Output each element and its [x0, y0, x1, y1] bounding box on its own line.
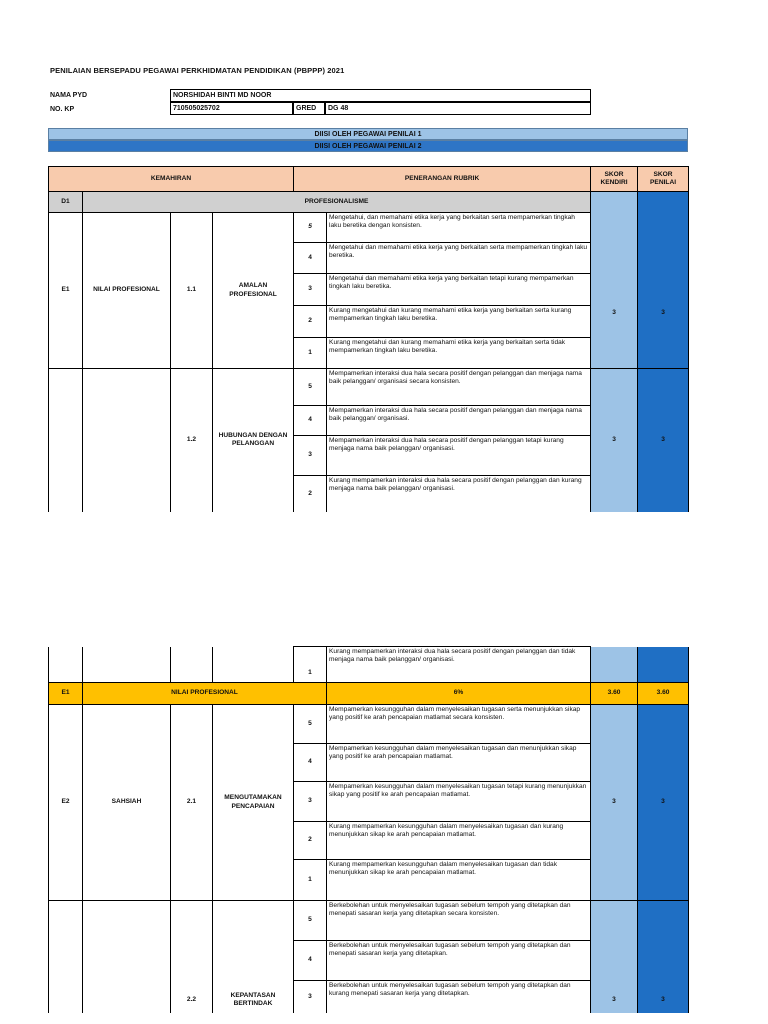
- rubric-text: Mempamerkan interaksi dua hala secara positif dengan pelanggan dan menjaga nama baik pelanggan/ organisasi secara konsisten.: [327, 369, 591, 406]
- empty-cell: [83, 369, 171, 512]
- empty-cell: [83, 901, 171, 1013]
- rubric-level: 5: [294, 901, 327, 941]
- skor-kendiri-1-1: 3: [591, 192, 638, 369]
- rubric-table-page-1: [48, 166, 689, 512]
- rubric-level: 5: [294, 705, 327, 744]
- summary-name: NILAI PROFESIONAL: [83, 683, 327, 705]
- document-title: PENILAIAN BERSEPADU PEGAWAI PERKHIDMATAN PENDIDIKAN (PBPPP) 2021: [50, 66, 345, 75]
- rubric-level: 2: [294, 476, 327, 512]
- rubric-table-page-2: [48, 646, 689, 1013]
- rubric-level: 4: [294, 941, 327, 981]
- item-number: 1.1: [171, 213, 213, 369]
- nama-pyd-label: NAMA PYD: [50, 92, 88, 99]
- rubric-text: Kurang mengetahui dan kurang memahami etika kerja yang berkaitan serta tidak mempamerkan tingkah laku beretika.: [327, 338, 591, 369]
- section-row-d1: [49, 192, 689, 213]
- item-number: 1.2: [171, 369, 213, 512]
- table-row: [49, 647, 689, 683]
- skor-kendiri-continued: [591, 647, 638, 683]
- empty-cell: [213, 647, 294, 683]
- item-name: KEPANTASAN BERTINDAK: [213, 901, 294, 1013]
- item-number: 2.1: [171, 705, 213, 901]
- rubric-text: Mengetahui dan memahami etika kerja yang berkaitan serta mempamerkan tingkah laku beretika.: [327, 243, 591, 274]
- band-penilai-1: DIISI OLEH PEGAWAI PENILAI 1: [48, 128, 688, 140]
- kompetensi-name: NILAI PROFESIONAL: [83, 213, 171, 369]
- rubric-text: Berkebolehan untuk menyelesaikan tugasan sebelum tempoh yang ditetapkan dan menepati sasaran kerja yang ditetapkan secara konsisten.: [327, 901, 591, 941]
- rubric-text: Berkebolehan untuk menyelesaikan tugasan sebelum tempoh yang ditetapkan dan menepati sasaran kerja yang ditetapkan.: [327, 941, 591, 981]
- rubric-text: Mempamerkan kesungguhan dalam menyelesaikan tugasan dan menunjukkan sikap yang positif ke arah pencapaian matlamat.: [327, 744, 591, 782]
- rubric-text: Mempamerkan kesungguhan dalam menyelesaikan tugasan tetapi kurang menunjukkan sikap yang positif ke arah pencapaian matlamat.: [327, 782, 591, 822]
- skor-kendiri-2-2: 3: [591, 901, 638, 1013]
- rubric-level: 1: [294, 860, 327, 901]
- rubric-text: Mempamerkan interaksi dua hala secara positif dengan pelanggan tetapi kurang menjaga nama baik pelanggan/ organisasi.: [327, 436, 591, 476]
- kompetensi-code: E2: [49, 705, 83, 901]
- rubric-level: 5: [294, 213, 327, 243]
- rubric-level: 2: [294, 822, 327, 860]
- kemahiran-header: KEMAHIRAN: [49, 167, 294, 192]
- skor-kendiri-1-2: 3: [591, 369, 638, 512]
- rubric-level: 4: [294, 744, 327, 782]
- rubric-text: Kurang mempamerkan interaksi dua hala secara positif dengan pelanggan dan tidak menjaga nama baik pelanggan/ organisasi.: [327, 647, 591, 683]
- rubric-level: 3: [294, 274, 327, 306]
- rubric-text: Berkebolehan untuk menyelesaikan tugasan sebelum tempoh yang ditetapkan dan kurang menepati sasaran kerja yang ditetapkan.: [327, 981, 591, 1013]
- rubric-level: 3: [294, 981, 327, 1013]
- rubric-level: 3: [294, 436, 327, 476]
- rubric-text: Kurang mempamerkan interaksi dua hala secara positif dengan pelanggan dan kurang menjaga nama baik pelanggan/ organisasi.: [327, 476, 591, 512]
- gred-label: GRED: [293, 102, 325, 115]
- summary-code: E1: [49, 683, 83, 705]
- rubric-text: Mengetahui dan memahami etika kerja yang berkaitan tetapi kurang mempamerkan tingkah laku beretika.: [327, 274, 591, 306]
- section-name: PROFESIONALISME: [83, 192, 591, 213]
- no-kp-label: NO. KP: [50, 106, 75, 113]
- gred-field: DG 48: [325, 102, 591, 115]
- summary-skor-penilai: 3.60: [638, 683, 689, 705]
- rubric-level: 4: [294, 243, 327, 274]
- rubric-level: 1: [294, 338, 327, 369]
- skor-penilai-continued: [638, 647, 689, 683]
- summary-skor-kendiri: 3.60: [591, 683, 638, 705]
- skor-penilai-1-2: 3: [638, 369, 689, 512]
- item-name: HUBUNGAN DENGAN PELANGGAN: [213, 369, 294, 512]
- skor-penilai-2-2: 3: [638, 901, 689, 1013]
- rubric-text: Mempamerkan kesungguhan dalam menyelesaikan tugasan serta menunjukkan sikap yang positif ke arah pencapaian matlamat secara konsisten.: [327, 705, 591, 744]
- empty-cell: [49, 901, 83, 1013]
- rubric-level: 1: [294, 647, 327, 683]
- kompetensi-name: SAHSIAH: [83, 705, 171, 901]
- empty-cell: [49, 647, 83, 683]
- nama-pyd-field: NORSHIDAH BINTI MD NOOR: [170, 89, 591, 102]
- rubrik-header: PENERANGAN RUBRIK: [294, 167, 591, 192]
- no-kp-field: 710505025702: [170, 102, 293, 115]
- section-code: D1: [49, 192, 83, 213]
- skor-penilai-header: SKOR PENILAI: [638, 167, 689, 192]
- rubric-level: 5: [294, 369, 327, 406]
- rubric-text: Mempamerkan interaksi dua hala secara positif dengan pelanggan dan menjaga nama baik pelanggan/ organisasi.: [327, 406, 591, 436]
- kompetensi-code: E1: [49, 213, 83, 369]
- band-penilai-2: DIISI OLEH PEGAWAI PENILAI 2: [48, 140, 688, 152]
- skor-penilai-2-1: 3: [638, 705, 689, 901]
- item-name: AMALAN PROFESIONAL: [213, 213, 294, 369]
- skor-kendiri-2-1: 3: [591, 705, 638, 901]
- summary-row-e1: [49, 683, 689, 705]
- empty-cell: [171, 647, 213, 683]
- rubric-level: 4: [294, 406, 327, 436]
- rubric-text: Kurang mempamerkan kesungguhan dalam menyelesaikan tugasan dan tidak menunjukkan sikap ke arah pencapaian matlamat.: [327, 860, 591, 901]
- empty-cell: [83, 647, 171, 683]
- rubric-level: 2: [294, 306, 327, 338]
- item-number: 2.2: [171, 901, 213, 1013]
- item-name: MENGUTAMAKAN PENCAPAIAN: [213, 705, 294, 901]
- table-row: [49, 901, 689, 941]
- summary-weight: 6%: [327, 683, 591, 705]
- rubric-text: Kurang mempamerkan kesungguhan dalam menyelesaikan tugasan dan kurang menunjukkan sikap ke arah pencapaian matlamat.: [327, 822, 591, 860]
- empty-cell: [49, 369, 83, 512]
- skor-kendiri-header: SKOR KENDIRI: [591, 167, 638, 192]
- table-row: [49, 369, 689, 406]
- skor-penilai-1-1: 3: [638, 192, 689, 369]
- rubric-text: Kurang mengetahui dan kurang memahami etika kerja yang berkaitan serta kurang mempamerkan tingkah laku beretika.: [327, 306, 591, 338]
- rubric-level: 3: [294, 782, 327, 822]
- rubric-text: Mengetahui, dan memahami etika kerja yang berkaitan serta mempamerkan tingkah laku beretika dengan konsisten.: [327, 213, 591, 243]
- table-header-row: [49, 167, 689, 192]
- table-row: [49, 705, 689, 744]
